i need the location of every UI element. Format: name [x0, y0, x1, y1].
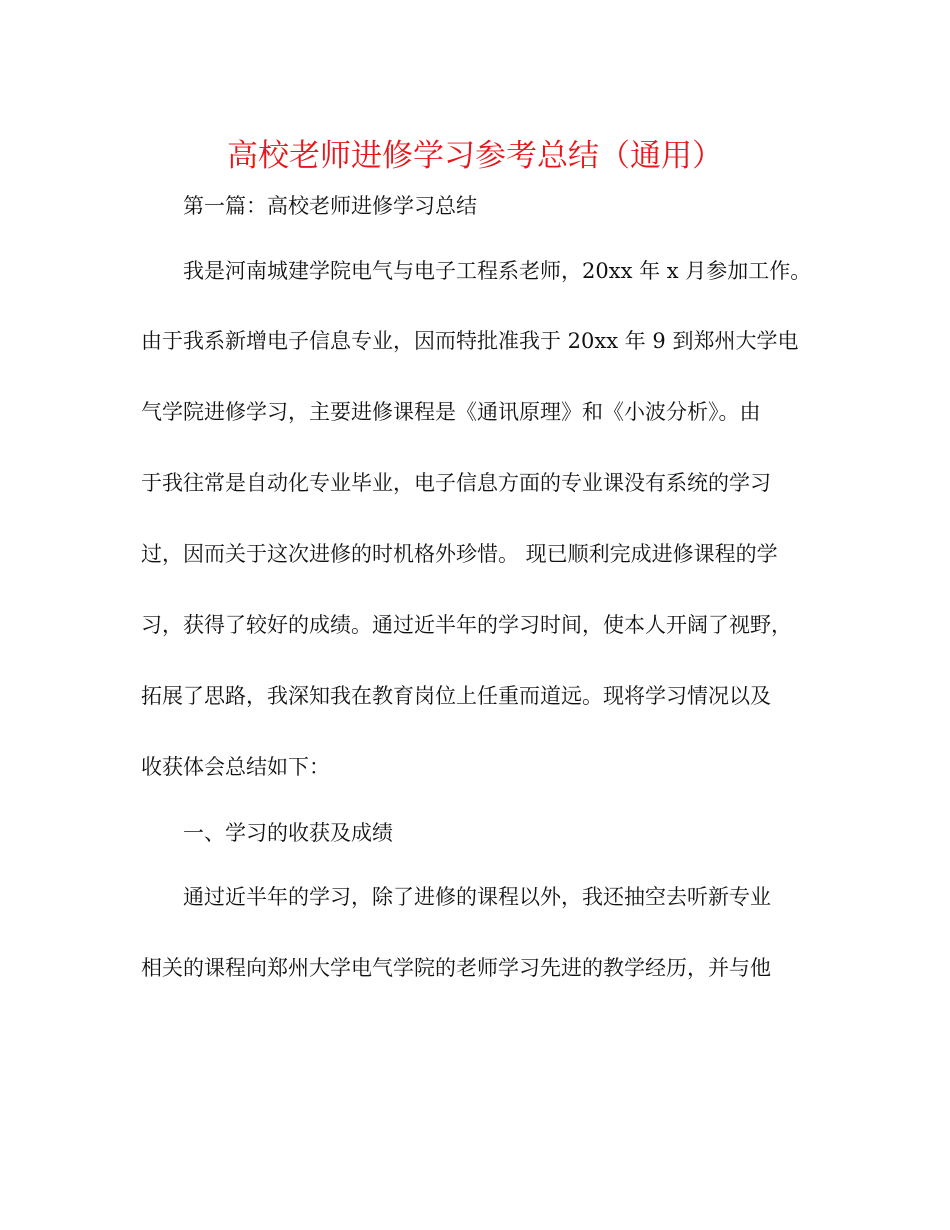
section-heading-part-one: 第一篇：高校老师进修学习总结: [183, 194, 477, 218]
paragraph-line: 收获体会总结如下：: [141, 755, 330, 779]
paragraph-line: 拓展了思路，我深知我在教育岗位上任重而道远。现将学习情况以及: [141, 684, 771, 708]
section-heading-learning-results: 一、学习的收获及成绩: [183, 821, 393, 845]
paragraph-line: 于我往常是自动化专业毕业，电子信息方面的专业课没有系统的学习: [141, 471, 771, 495]
paragraph-line: 相关的课程向郑州大学电气学院的老师学习先进的教学经历，并与他: [141, 956, 771, 980]
paragraph-line: 我是河南城建学院电气与电子工程系老师，20xx 年 x 月参加工作。: [183, 259, 812, 283]
paragraph-line: 气学院进修学习，主要进修课程是《通讯原理》和《小波分析》。由: [141, 400, 761, 424]
document-title: 高校老师进修学习参考总结（通用）: [227, 138, 723, 174]
paragraph-line: 由于我系新增电子信息专业，因而特批准我于 20xx 年 9 到郑州大学电: [141, 329, 799, 353]
paragraph-line: 通过近半年的学习，除了进修的课程以外，我还抽空去听新专业: [183, 885, 771, 909]
paragraph-line: 过，因而关于这次进修的时机格外珍惜。 现已顺利完成进修课程的学: [141, 542, 778, 566]
paragraph-line: 习，获得了较好的成绩。通过近半年的学习时间，使本人开阔了视野，: [141, 613, 792, 637]
